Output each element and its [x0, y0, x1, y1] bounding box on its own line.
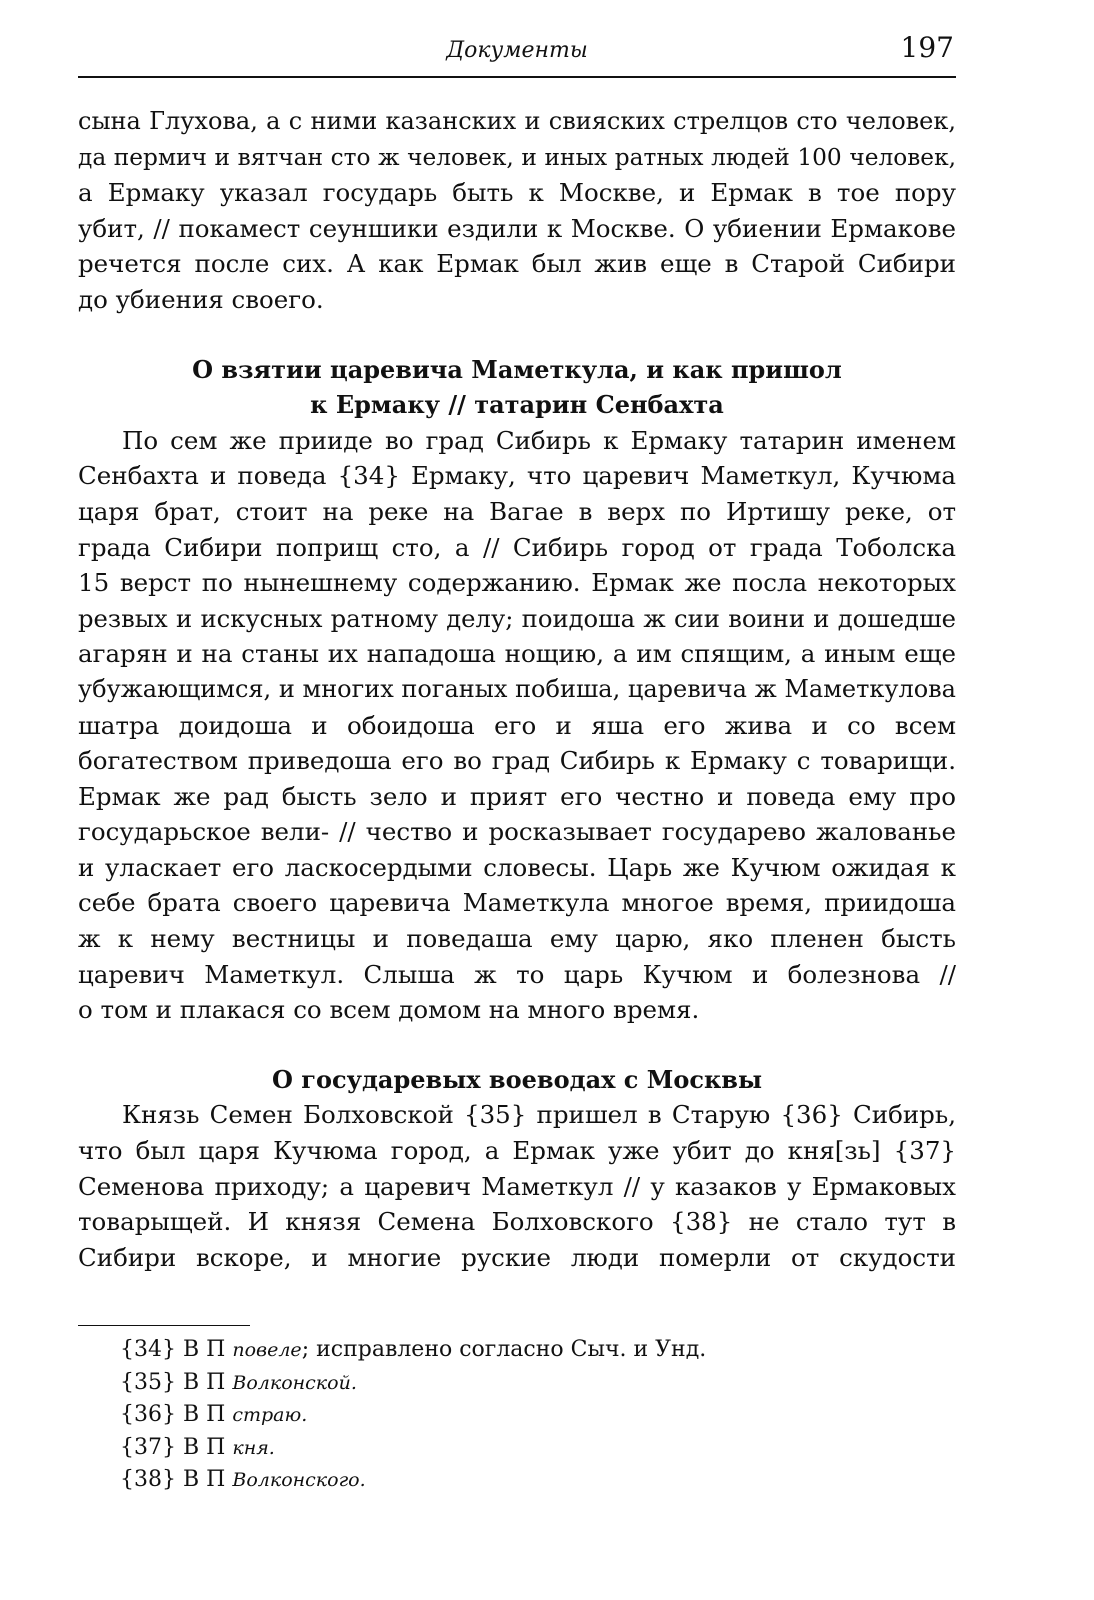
text-line: Ермак же рад бысть зело и прият его честно и поведа ему про	[78, 781, 956, 811]
running-head	[78, 28, 956, 72]
section-heading-1	[78, 352, 956, 423]
text-line: богатеством приведоша его во град Сибирь к Ермаку с товарищи.	[78, 746, 956, 776]
text-line: Семенова приходу; а царевич Маметкул // у казаков у Ермаковых	[78, 1171, 956, 1201]
heading-line: к Ермаку // татарин Сенбахта	[310, 390, 724, 420]
text-line: а Ермаку указал государь быть к Москве, и Ермак в тое пору	[78, 178, 956, 208]
footnote-38	[120, 1464, 950, 1497]
footnote-variant: страю.	[232, 1404, 308, 1426]
header-rule	[78, 76, 956, 78]
footnote-variant: Волконского.	[232, 1469, 366, 1491]
footnote-comment: ; исправлено согласно Сыч. и Унд.	[301, 1337, 707, 1362]
section-paragraph-2	[78, 1097, 956, 1275]
footnote-variant: повеле	[232, 1339, 302, 1361]
footnote-35	[120, 1367, 950, 1400]
text-line: По сем же прииде во град Сибирь к Ермаку татарин именем	[122, 425, 956, 455]
text-line: агарян и на станы их нападоша нощию, а им спящим, а иным еще	[78, 639, 956, 669]
text-line: государьское вели- // чество и росказывает государево жалованье	[78, 817, 956, 847]
footnote-37	[120, 1432, 950, 1465]
intro-paragraph	[78, 104, 956, 318]
footnote-variant: кня.	[232, 1436, 275, 1459]
section-paragraph-1	[78, 423, 956, 1028]
text-line: Сенбахта и поведа {34} Ермаку, что царевич Маметкул, Кучюма	[78, 461, 956, 491]
text-line: да пермич и вятчан сто ж человек, и иных ратных людей 100 человек,	[78, 143, 956, 171]
footnote-mark: {35}	[120, 1369, 176, 1395]
footnote-mark: {37}	[120, 1434, 176, 1460]
running-title: Документы	[446, 38, 588, 63]
footnote-rule	[78, 1325, 250, 1326]
text-line: града Сибири поприщ сто, а // Сибирь город от града Тоболска	[78, 532, 956, 562]
footnote-34	[120, 1334, 950, 1367]
footnote-source: В П	[183, 1434, 226, 1460]
body-text	[78, 104, 956, 1275]
text-line: убужающимся, и многих поганых побиша, царевича ж Маметкулова	[78, 674, 956, 703]
footnote-mark: {38}	[120, 1467, 176, 1492]
footnote-source: В П	[183, 1337, 226, 1362]
page-number: 197	[900, 31, 954, 64]
text-line: что был царя Кучюма город, а Ермак уже убит до кня[зь] {37}	[78, 1136, 956, 1166]
text-line: и уласкает его ласкосердыми словесы. Царь же Кучюм ожидая к	[78, 852, 956, 882]
text-line: 15 верст по нынешнему содержанию. Ермак же посла некоторых	[78, 568, 956, 598]
text-line: ж к нему вестницы и поведаша ему царю, яко пленен бысть	[78, 924, 956, 954]
text-line: Сибири вскоре, и многие руские люди померли от скудости	[78, 1242, 956, 1272]
text-line: речется после сих. А как Ермак был жив еще в Старой Сибири	[78, 249, 956, 279]
text-line: резвых и искусных ратному делу; поидоша ж сии воини и дошедше	[78, 603, 956, 633]
text-line: шатра доидоша и обоидоша его и яша его жива и со всем	[78, 710, 956, 740]
footnote-variant: Волконской.	[232, 1371, 357, 1394]
text-line: товарыщей. И князя Семена Болховского {38} не стало тут в	[78, 1207, 956, 1237]
footnote-36	[120, 1399, 950, 1432]
footnote-source: В П	[183, 1369, 226, 1395]
text-line: себе брата своего царевича Маметкула многое время, приидоша	[78, 888, 956, 918]
text-line: сына Глухова, а с ними казанских и свияских стрелцов сто человек,	[78, 107, 956, 135]
text-line: до убиения своего.	[78, 284, 324, 314]
text-line: царевич Маметкул. Слыша ж то царь Кучюм и болезнова //	[78, 959, 956, 989]
text-line: Князь Семен Болховской {35} пришел в Старую {36} Сибирь,	[122, 1100, 956, 1130]
heading-line: О взятии царевича Маметкула, и как пришол	[192, 354, 842, 384]
footnote-mark: {34}	[120, 1337, 176, 1362]
text-line: о том и плакася со всем домом на много время.	[78, 995, 700, 1025]
section-gap	[78, 1028, 956, 1062]
footnote-mark: {36}	[120, 1402, 176, 1427]
section-gap	[78, 318, 956, 352]
footnote-source: В П	[183, 1467, 226, 1492]
section-heading-2	[78, 1062, 956, 1098]
footnotes	[120, 1334, 950, 1497]
heading-line: О государевых воеводах с Москвы	[271, 1064, 763, 1094]
text-line: царя брат, стоит на реке на Вагае в верх по Иртишу реке, от	[78, 496, 956, 526]
text-line: убит, // покамест сеуншики ездили к Москве. О убиении Ермакове	[78, 213, 956, 243]
footnote-source: В П	[183, 1402, 226, 1427]
